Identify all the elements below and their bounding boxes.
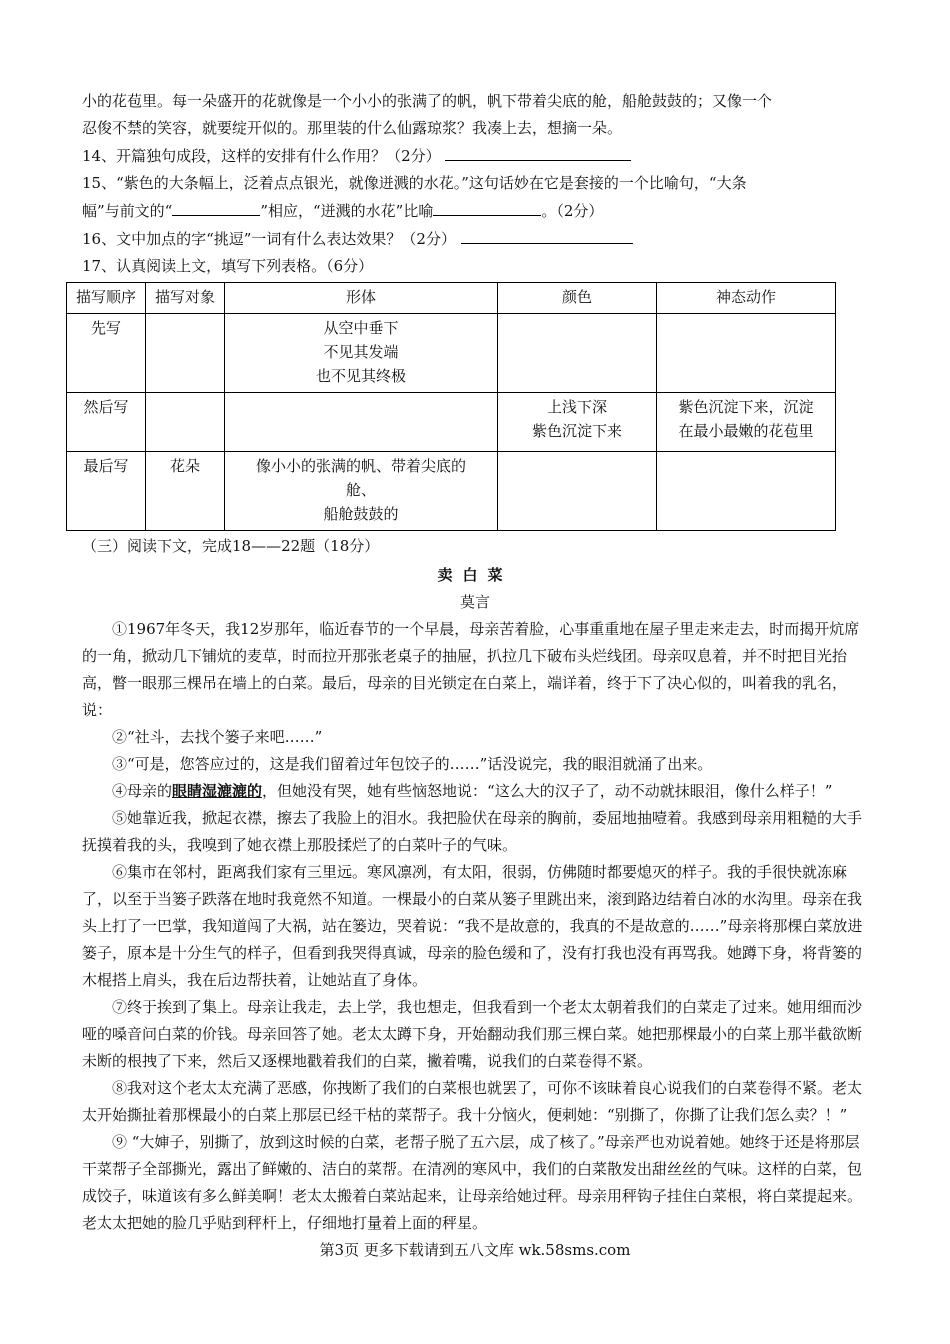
- paragraph-7: ⑦终于挨到了集上。母亲让我走，去上学，我也想走，但我看到一个老太太朝着我们的白菜走了过来。她用细而沙哑的嗓音问白菜的价钱。母亲回答了她。老太太蹲下身，开始翻动我们那三棵白菜。她把那棵最小的白菜上那半截欲断未断的根拽了下来，然后又逐棵地戳着我们的白菜，撇着嘴，说我们的白菜卷得不紧。: [82, 998, 863, 1070]
- table-header-cell: 描写顺序: [67, 283, 146, 314]
- table-cell-order: 最后写: [67, 452, 146, 531]
- table-cell-shape: [225, 314, 498, 393]
- paragraph-8: ⑧我对这个老太太充满了恶感，你拽断了我们的白菜根也就罢了，可你不该昧着良心说我们的白菜卷得不紧。老太太开始撕扯着那棵最小的白菜上那层已经干枯的菜帮子。我十分恼火，便刺她：“别撕了，你撕了让我们怎么卖？！”: [82, 1079, 863, 1124]
- table-cell-shape: [225, 452, 498, 531]
- question-15-line-1: 15、“紫色的大条幅上，泛着点点银光，就像迸溅的水花。”这句话妙在它是套接的一个比喻句，“大条: [82, 174, 747, 192]
- description-table: [66, 282, 836, 531]
- question-14-text: 14、开篇独句成段，这样的安排有什么作用？（2分）: [82, 147, 441, 165]
- emphasized-phrase: 眼睛湿漉漉的: [172, 782, 263, 800]
- table-cell-color[interactable]: [498, 452, 657, 531]
- question-15-line-2: [82, 197, 868, 225]
- cell-line: 也不见其终极: [315, 367, 406, 385]
- table-header-cell: 颜色: [498, 283, 657, 314]
- cell-line: 不见其发端: [323, 343, 399, 361]
- table-header-cell: 神态动作: [657, 283, 836, 314]
- question-14: [82, 142, 868, 170]
- intro-line-2: 忍俊不禁的笑容，就要绽开似的。那里装的什么仙露琼浆？我凑上去，想摘一朵。: [82, 119, 623, 137]
- paragraph-3: ③“可是，您答应过的，这是我们留着过年包饺子的……”话没说完，我的眼泪就涌了出来。: [112, 755, 713, 773]
- table-cell-order: 然后写: [67, 393, 146, 452]
- question-15-part-1: 幅”与前文的“: [82, 202, 173, 220]
- intro-line-1: 小的花苞里。每一朵盛开的花就像是一个小小的张满了的帆，帆下带着尖底的舱，船舱鼓鼓的；又像一个: [82, 92, 773, 110]
- table-header-cell: 形体: [225, 283, 498, 314]
- cell-line: 紫色沉淀下来: [531, 422, 622, 440]
- cell-line: 像小小的张满的帆、带着尖底的: [255, 457, 466, 475]
- question-15-part-3: 。（2分）: [541, 202, 604, 220]
- paragraph-4: [82, 778, 868, 805]
- section-3-heading: （三）阅读下文，完成18——22题（18分）: [82, 537, 380, 555]
- table-cell-object[interactable]: [146, 314, 225, 393]
- paragraph-6: ⑥集市在邻村，距离我们家有三里远。寒风凛冽，有太阳，很弱，仿佛随时都要熄灭的样子。我的手很快就冻麻了，以至于当篓子跌落在地时我竟然不知道。一棵最小的白菜从篓子里跳出来，滚到路边结着白冰的水沟里。母亲在我头上打了一巴掌，我知道闯了大祸，站在篓边，哭着说：“我不是故意的，我真的不是故意的……”母亲将那棵白菜放进篓子，原本是十分生气的样子，但看到我哭得真诚，母亲的脸色缓和了，没有打我也没有再骂我。她蹲下身，将背篓的木棍搭上肩头，我在后边帮扶着，让她站直了身体。: [82, 863, 863, 989]
- table-header-row: [67, 283, 836, 314]
- table-cell-action: [657, 393, 836, 452]
- cell-line: 在最小最嫩的花苞里: [678, 422, 814, 440]
- page-footer: 第3页 更多下载请到五八文库 wk.58sms.com: [319, 1241, 631, 1259]
- table-cell-object: 花朵: [146, 452, 225, 531]
- article-author: 莫言: [459, 593, 490, 611]
- answer-blank-16[interactable]: [461, 225, 633, 244]
- paragraph-4-start: ④母亲的: [112, 782, 173, 800]
- cell-line: 舱、: [345, 481, 376, 499]
- answer-blank-14[interactable]: [445, 142, 631, 161]
- question-17: 17、认真阅读上文，填写下列表格。（6分）: [82, 257, 374, 275]
- question-16-text: 16、文中加点的字“挑逗”一词有什么表达效果？（2分）: [82, 230, 456, 248]
- cell-line: 紫色沉淀下来，沉淀: [678, 398, 814, 416]
- paragraph-4-end: ，但她没有哭，她有些恼怒地说：“这么大的汉子了，动不动就抹眼泪，像什么样子！”: [262, 782, 833, 800]
- table-row: [67, 314, 836, 393]
- table-cell-shape[interactable]: [225, 393, 498, 452]
- table-cell-action[interactable]: [657, 452, 836, 531]
- paragraph-5: ⑤她靠近我，掀起衣襟，擦去了我脸上的泪水。我把脸伏在母亲的胸前，委屈地抽噎着。我感到母亲用粗糙的大手抚摸着我的头，我嗅到了她衣襟上那股揉烂了的白菜叶子的气味。: [82, 809, 863, 854]
- table-cell-object[interactable]: [146, 393, 225, 452]
- document-page: [75, 88, 868, 1237]
- article-title: 卖白菜: [437, 566, 513, 584]
- paragraph-2: ②“社斗，去找个篓子来吧……”: [112, 728, 323, 746]
- answer-blank-15a[interactable]: [172, 197, 260, 216]
- table-row: [67, 452, 836, 531]
- cell-line: 从空中垂下: [323, 319, 399, 337]
- table-cell-color[interactable]: [498, 314, 657, 393]
- cell-line: 船舱鼓鼓的: [323, 505, 399, 523]
- question-15-part-2: ”相应，“迸溅的水花”比喻: [260, 202, 434, 220]
- table-cell-order: 先写: [67, 314, 146, 393]
- table-row: [67, 393, 836, 452]
- table-header-cell: 描写对象: [146, 283, 225, 314]
- paragraph-9: ⑨ “大婶子，别撕了，放到这时候的白菜，老帮子脱了五六层，成了核了。”母亲严也劝说着她。她终于还是将那层干菜帮子全部撕光，露出了鲜嫩的、洁白的菜帮。在清冽的寒风中，我们的白菜散发出甜丝丝的气味。这样的白菜，包成饺子，味道该有多么鲜美啊！老太太搬着白菜站起来，让母亲给她过秤。母亲用秤钩子挂住白菜根，将白菜提起来。老太太把她的脸几乎贴到秤杆上，仔细地打量着上面的秤星。: [82, 1133, 863, 1232]
- paragraph-1: ①1967年冬天，我12岁那年，临近春节的一个早晨，母亲苦着脸，心事重重地在屋子里走来走去，时而揭开炕席的一角，掀动几下铺炕的麦草，时而拉开那张老桌子的抽屉，扒拉几下破布头烂线团。母亲叹息着，并不时把目光抬高，瞥一眼那三棵吊在墙上的白菜。最后，母亲的目光锁定在白菜上，端详着，终于下了决心似的，叫着我的乳名，说：: [82, 620, 860, 719]
- question-16: [82, 225, 868, 253]
- answer-blank-15b[interactable]: [433, 197, 541, 216]
- cell-line: 上浅下深: [546, 398, 607, 416]
- table-cell-action[interactable]: [657, 314, 836, 393]
- table-cell-color: [498, 393, 657, 452]
